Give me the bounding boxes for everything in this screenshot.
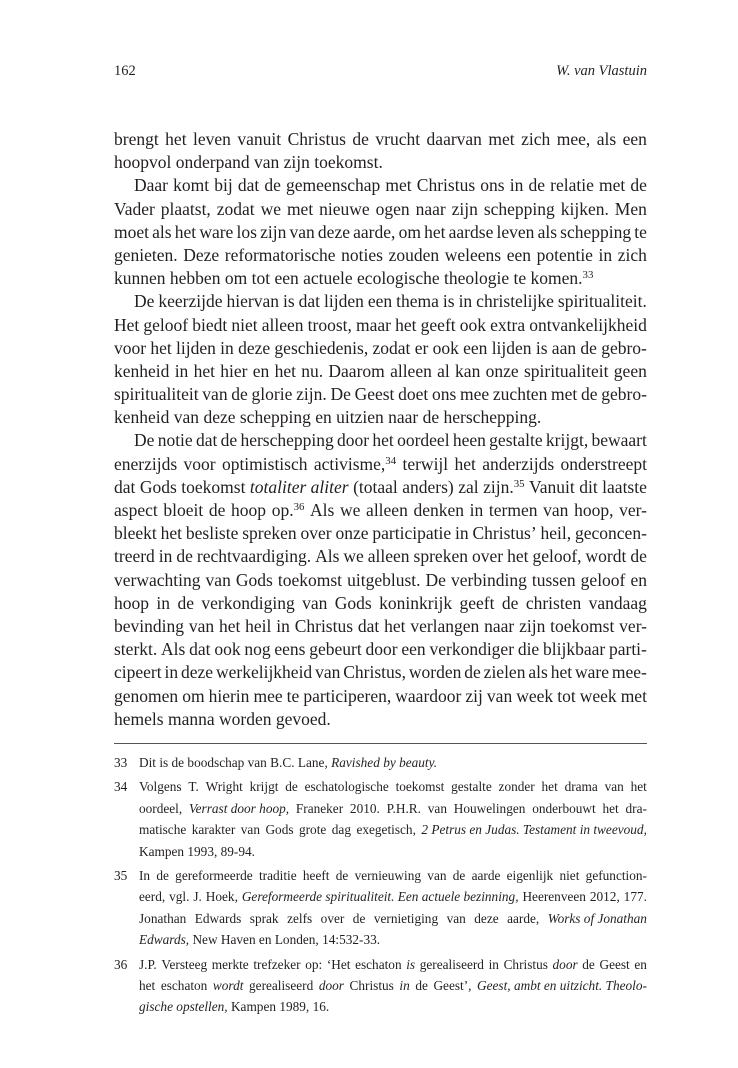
footnote-line: Edwards, New Haven en Londen, 14:532-33. bbox=[139, 932, 381, 948]
footnote-36 bbox=[114, 954, 647, 1018]
running-head-author: W. van Vlastuin bbox=[556, 63, 647, 79]
text-line: genomen om hierin mee te participeren, waardoor zij van week tot week met bbox=[114, 685, 647, 706]
footnote-line: J.P. Versteeg merkte trefzeker op: ‘Het eschaton is gerealiseerd in Christus door de Geest en bbox=[139, 956, 647, 972]
text-line: bevinding van het heil in Christus dat het verlangen naar zijn toekomst ver- bbox=[114, 615, 647, 636]
text-line: voor het lijden in deze geschiedenis, zodat er ook een lijden is aan de gebro- bbox=[114, 337, 647, 358]
footnotes bbox=[114, 752, 647, 1021]
footnote-34 bbox=[114, 776, 647, 862]
text-line: hoop in de verkondiging van Gods koninkrijk geeft de christen vandaag bbox=[114, 592, 647, 613]
main-text bbox=[114, 128, 647, 731]
text-line: kenheid in het hier en het nu. Daarom alleen al kan onze spiritualiteit geen bbox=[114, 360, 647, 381]
footnote-number: 33 bbox=[114, 755, 128, 770]
paragraph-start: De notie dat de herschepping door het oordeel heen gestalte krijgt, bewaart bbox=[134, 430, 647, 451]
text-line: Het geloof biedt niet alleen troost, maar het geeft ook extra ontvankelijkheid bbox=[114, 314, 647, 335]
footnote-line: oordeel, Verrast door hoop, Franeker 2010. P.H.R. van Houwelingen onderbouwt het dra- bbox=[139, 800, 647, 816]
footnote-ref-36: 36 bbox=[293, 501, 305, 514]
footnote-35 bbox=[114, 865, 647, 951]
footnote-line: In de gereformeerde traditie heeft de vernieuwing van de aarde eigenlijk niet gefunction- bbox=[139, 867, 647, 883]
footnote-number: 36 bbox=[114, 956, 128, 972]
footnote-separator bbox=[114, 743, 647, 744]
footnote-ref-33: 33 bbox=[582, 269, 594, 282]
footnote-line: eerd, vgl. J. Hoek, Gereformeerde spiritualiteit. Een actuele bezinning, Heerenveen 2012, 177. bbox=[139, 889, 647, 905]
footnote-line: Kampen 1993, 89-94. bbox=[139, 843, 255, 859]
text-line: hoopvol onderpand van zijn toekomst. bbox=[114, 152, 383, 173]
text-line: dat Gods toekomst totaliter aliter (totaal anders) zal zijn.$^{35}$ Vanuit dit laatste bbox=[114, 476, 647, 497]
page-number: 162 bbox=[114, 63, 136, 79]
text-line: brengt het leven vanuit Christus de vrucht daarvan met zich mee, als een bbox=[114, 129, 647, 149]
text-line: kunnen hebben om tot een actuele ecologische theologie te komen.$^{33}$ bbox=[114, 268, 594, 289]
footnote-line: Dit is de boodschap van B.C. Lane, Ravished by beauty. bbox=[139, 755, 438, 770]
footnote-line: Jonathan Edwards sprak zelfs over de vernietiging van deze aarde, Works of Jonathan bbox=[139, 910, 647, 926]
text-line: enerzijds voor optimistisch activisme,$^{34}$ terwijl het anderzijds onderstreept bbox=[114, 453, 647, 474]
text-line: Vader plaatst, zodat we met nieuwe ogen naar zijn schepping kijken. Men bbox=[114, 198, 647, 219]
text-line: moet als het ware los zijn van deze aarde, om het aardse leven als schepping te bbox=[114, 221, 647, 242]
footnote-line: matische karakter van Gods grote dag exegetisch, 2 Petrus en Judas. Testament in tweevoud, bbox=[139, 822, 647, 838]
text-line: cipeert in deze werkelijkheid van Christus, worden de zielen als het ware mee- bbox=[114, 662, 647, 683]
text-line: spiritualiteit van de glorie zijn. De Geest doet ons mee zuchten met de gebro- bbox=[114, 384, 647, 405]
footnote-number: 35 bbox=[114, 867, 128, 883]
footnote-ref-34: 34 bbox=[385, 454, 397, 467]
text-line: aspect bloeit de hoop op.$^{36}$ Als we alleen denken in termen van hoop, ver- bbox=[114, 500, 647, 520]
footnote-number: 34 bbox=[114, 779, 128, 795]
text-line: hemels manna worden gevoed. bbox=[114, 708, 331, 729]
footnote-line: Volgens T. Wright krijgt de eschatologische toekomst gestalte zonder het drama van het bbox=[139, 779, 647, 795]
footnote-line: het eschaton wordt gerealiseerd door Christus in de Geest’, Geest, ambt en uitzicht. Theolo- bbox=[139, 977, 647, 993]
paragraph-start: Daar komt bij dat de gemeenschap met Christus ons in de relatie met de bbox=[134, 175, 647, 196]
footnote-ref-35: 35 bbox=[513, 477, 525, 490]
text-line: bleekt het besliste spreken over onze participatie in Christus’ heil, geconcen- bbox=[114, 523, 647, 544]
text-line: verwachting van Gods toekomst uitgeblust. De verbinding tussen geloof en bbox=[114, 569, 647, 590]
running-head bbox=[114, 63, 647, 83]
text-line: treerd in de rechtvaardiging. Als we alleen spreken over het geloof, wordt de bbox=[114, 546, 647, 567]
footnote-line: gische opstellen, Kampen 1989, 16. bbox=[139, 999, 330, 1015]
text-line: kenheid van deze schepping en uitzien naar de herschepping. bbox=[114, 407, 542, 428]
footnote-33 bbox=[114, 752, 647, 773]
paragraph-start: De keerzijde hiervan is dat lijden een thema is in christelijke spiritualiteit. bbox=[134, 291, 647, 312]
text-line: genieten. Deze reformatorische noties zouden weleens een potentie in zich bbox=[114, 244, 647, 265]
text-line: sterkt. Als dat ook nog eens gebeurt door een verkondiger die blijkbaar parti- bbox=[114, 639, 647, 660]
